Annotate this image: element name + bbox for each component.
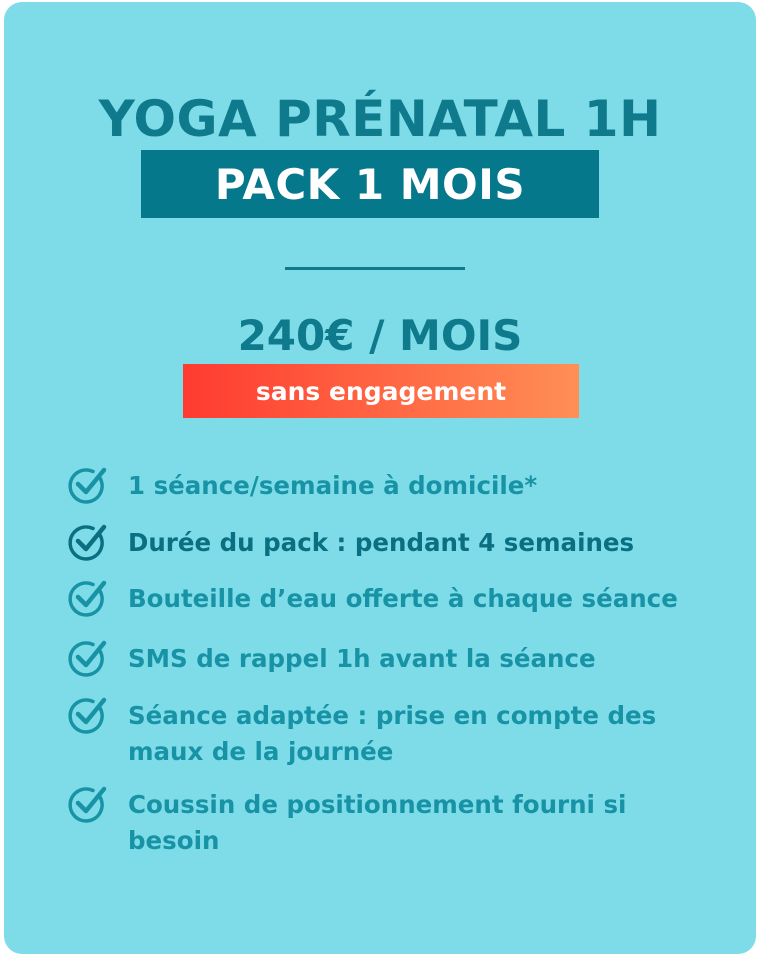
check-circle-icon: [66, 783, 108, 825]
feature-item: [66, 525, 706, 563]
pricing-card: [4, 2, 756, 954]
feature-item: [66, 468, 706, 506]
engagement-label: sans engagement: [255, 376, 507, 406]
feature-list: [4, 2, 756, 954]
feature-item: [66, 641, 706, 679]
check-circle-icon: [66, 694, 108, 736]
check-circle-icon: [66, 521, 108, 563]
feature-text: SMS de rappel 1h avant la séance: [128, 644, 596, 673]
pack-label: PACK 1 MOIS: [214, 159, 526, 209]
feature-text: Séance adaptée : prise en compte des maux de la journée: [128, 701, 657, 766]
card-title: YOGA PRÉNATAL 1H: [98, 90, 662, 148]
check-circle-icon: [66, 464, 108, 506]
feature-text: Bouteille d’eau offerte à chaque séance: [128, 584, 678, 613]
price-label: 240€ / MOIS: [237, 311, 523, 360]
feature-text: Durée du pack : pendant 4 semaines: [128, 528, 635, 557]
check-circle-icon: [66, 637, 108, 679]
feature-item: [66, 581, 706, 619]
feature-text: 1 séance/semaine à domicile*: [128, 471, 538, 500]
feature-text: Coussin de positionnement fourni si besoin: [128, 790, 627, 855]
feature-item: [66, 698, 706, 770]
feature-item: [66, 787, 706, 859]
check-circle-icon: [66, 577, 108, 619]
